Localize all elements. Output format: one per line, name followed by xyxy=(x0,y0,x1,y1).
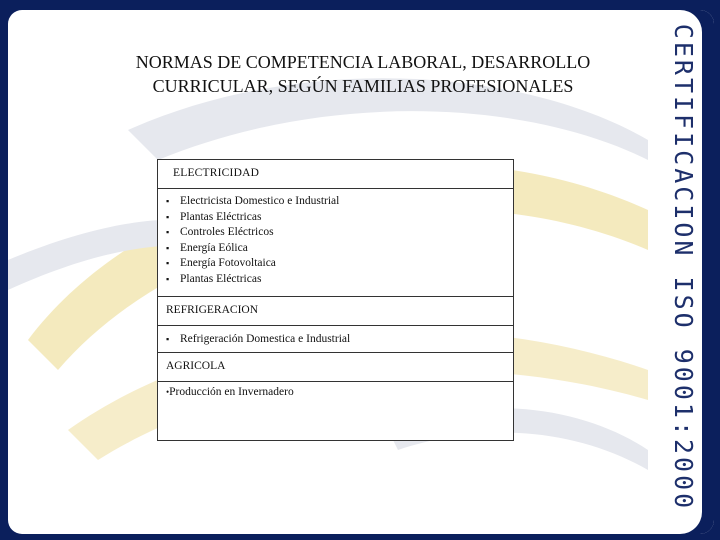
side-banner-text: CERTIFICACION ISO 9001:2000 xyxy=(669,23,699,511)
slide-title: NORMAS DE COMPETENCIA LABORAL, DESARROLLO CURRICULAR, SEGÚN FAMILIAS PROFESIONALES xyxy=(135,52,591,96)
list-item: ▪ Electricista Domestico e Industrial xyxy=(166,194,513,210)
square-bullet-icon: ▪ xyxy=(166,333,170,344)
list-item: ▪ Plantas Eléctricas xyxy=(166,272,513,288)
section-list-electricidad xyxy=(158,189,513,297)
list-item: ▪ Plantas Eléctricas xyxy=(166,210,513,226)
list-item: ▪ Energía Fotovoltaica xyxy=(166,256,513,272)
side-banner xyxy=(662,23,706,511)
list-item: ▪ Energía Eólica xyxy=(166,241,513,257)
square-bullet-icon: ▪ xyxy=(166,227,170,238)
slide xyxy=(8,10,714,534)
section-heading-electricidad: ELECTRICIDAD xyxy=(158,160,513,189)
list-item: ▪ Controles Eléctricos xyxy=(166,225,513,241)
section-heading-refrigeracion: REFRIGERACION xyxy=(158,297,513,326)
section-list-refrigeracion xyxy=(158,326,513,353)
section-list-agricola xyxy=(158,382,513,440)
list-item: Refrigeración Domestica e Industrial xyxy=(180,332,351,345)
square-bullet-icon: ▪ xyxy=(166,211,170,222)
list-item: Producción en Invernadero xyxy=(169,385,294,398)
square-bullet-icon: ▪ xyxy=(166,258,170,269)
square-bullet-icon: ▪ xyxy=(166,196,170,206)
square-bullet-icon: ▪ xyxy=(166,242,170,253)
square-bullet-icon: ▪ xyxy=(166,273,170,284)
families-table xyxy=(157,159,514,441)
dot-bullet-icon: • xyxy=(166,386,170,397)
section-heading-agricola: AGRICOLA xyxy=(158,353,513,382)
